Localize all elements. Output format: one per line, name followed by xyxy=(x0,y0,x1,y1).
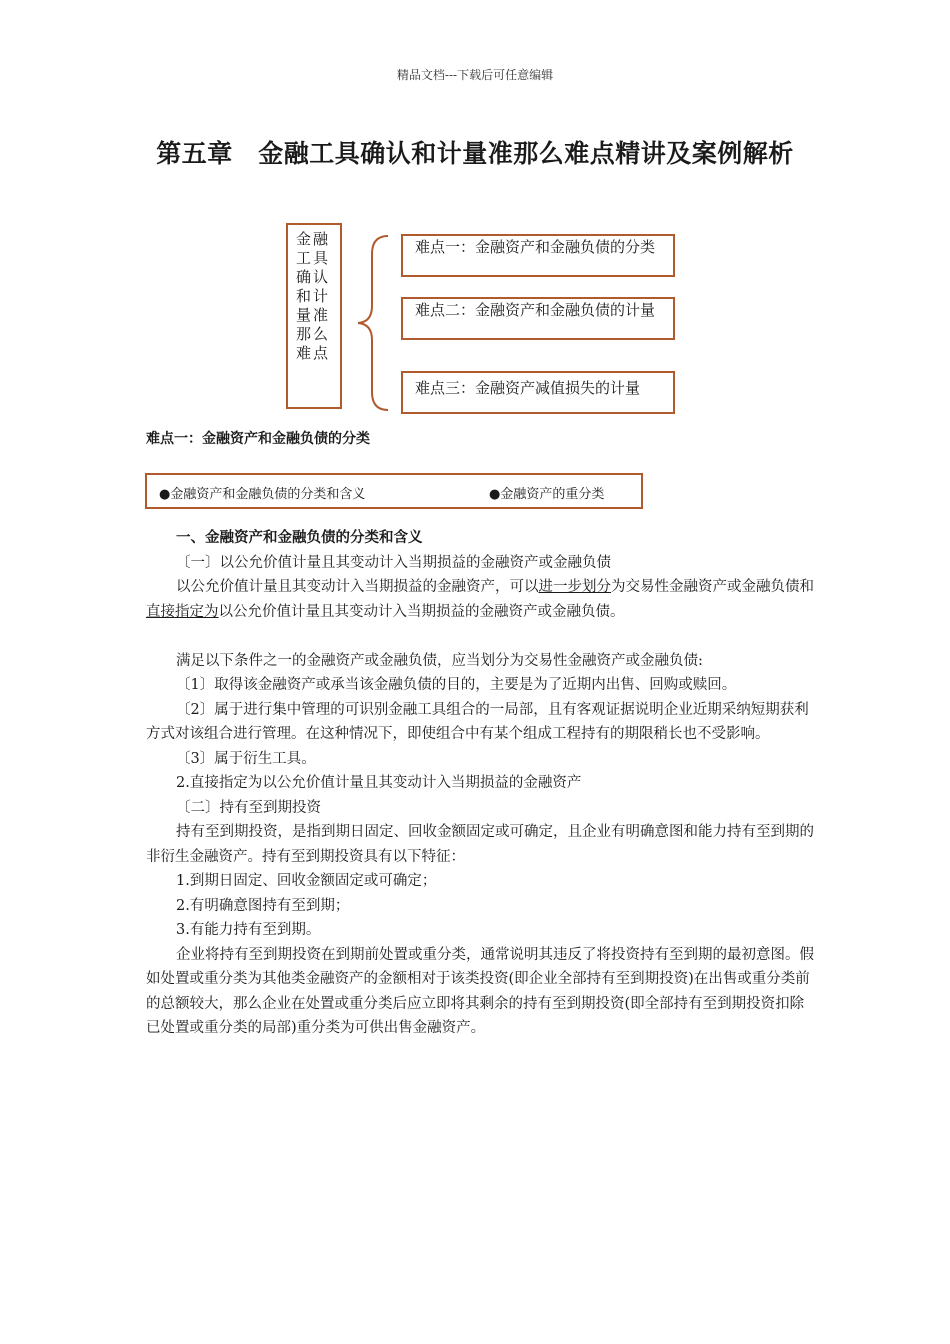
condition-1: 〔1〕取得该金融资产或承当该金融负债的目的，主要是为了近期内出售、回购或赎回。 xyxy=(176,677,737,693)
tab-reclassification[interactable]: ●金融资产的重分类 xyxy=(489,487,605,502)
paragraph-4: 持有至到期投资，是指到期日固定、回收金额固定或可确定，且企业有明确意图和能力持有至到期的非衍生金融资产。持有至到期投资具有以下特征： xyxy=(146,824,814,865)
condition-3: 〔3〕属于衍生工具。 xyxy=(176,750,316,767)
paragraph-2: 满足以下条件之一的金融资产或金融负债，应当划分为交易性金融资产或金融负债: xyxy=(176,652,703,669)
paragraph-3: 2.直接指定为以公允价值计量且其变动计入当期损益的金融资产 xyxy=(176,775,582,791)
subheading-1: 〔一〕以公允价值计量且其变动计入当期损益的金融资产或金融负债 xyxy=(176,554,611,571)
feature-3: 3.有能力持有至到期。 xyxy=(176,922,321,938)
diagram-root-box: 金融工具确认和计量准那么难点 xyxy=(286,223,342,409)
page-header: 精品文档---下载后可任意编辑 xyxy=(396,68,554,82)
underlined-term-2: 直接指定为 xyxy=(146,603,219,620)
heading-1: 一、金融资产和金融负债的分类和含义 xyxy=(176,530,423,546)
diagram-item-2: 难点二：金融资产和金融负债的计量 xyxy=(401,297,675,340)
section-heading: 难点一：金融资产和金融负债的分类 xyxy=(146,431,370,447)
topic-tabs xyxy=(145,473,643,509)
underlined-term-1: 进一步划分 xyxy=(538,579,611,595)
feature-2: 2.有明确意图持有至到期； xyxy=(176,897,350,914)
paragraph-1: 以公允价值计量且其变动计入当期损益的金融资产，可以进一步划分为交易性金融资产或金融负债和直接指定为以公允价值计量且其变动计入当期损益的金融资产或金融负债。 xyxy=(146,579,814,620)
tab-classification[interactable]: ●金融资产和金融负债的分类和含义 xyxy=(159,487,366,502)
paragraph-5: 企业将持有至到期投资在到期前处置或重分类，通常说明其违反了将投资持有至到期的最初意图。假如处置或重分类为其他类金融资产的金额相对于该类投资(即企业全部持有至到期投资)在出售或重分类前的总额较大，那么企业在处置或重分类后应立即将其剩余的持有至到期投资(即全部持有至到期投资扣除已处置或重分类的局部)重分类为可供出售金融资产。 xyxy=(146,946,814,1036)
feature-1: 1.到期日固定、回收金额固定或可确定； xyxy=(176,873,437,889)
page-title: 第五章 金融工具确认和计量准那么难点精讲及案例解析 xyxy=(156,139,794,168)
condition-2: 〔2〕属于进行集中管理的可识别金融工具组合的一局部，且有客观证据说明企业近期采纳短期获利方式对该组合进行管理。在这种情况下，即使组合中有某个组成工程持有的期限稍长也不受影响。 xyxy=(146,701,809,742)
document-body xyxy=(146,526,816,1041)
subheading-2: 〔二〕持有至到期投资 xyxy=(176,799,321,816)
brace-connector xyxy=(354,234,394,412)
diagram-item-1: 难点一：金融资产和金融负债的分类 xyxy=(401,234,675,277)
diagram-item-3: 难点三：金融资产减值损失的计量 xyxy=(401,371,675,414)
